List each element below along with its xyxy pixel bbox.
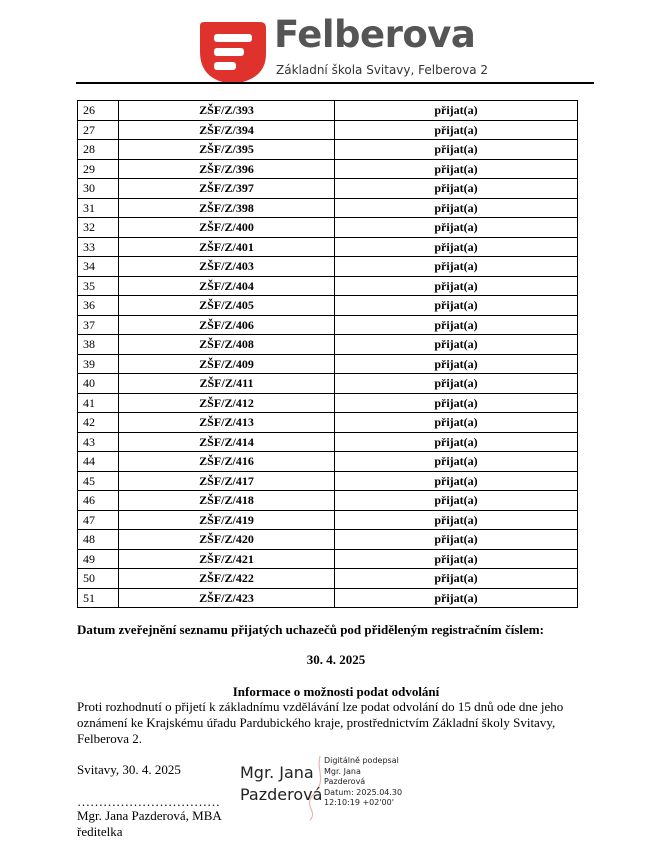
admission-status: přijat(a) — [335, 159, 578, 179]
appeal-line-2: oznámení ke Krajskému úřadu Pardubického kraje, prostřednictvím Základní školy Svitavy, — [77, 715, 556, 730]
row-number: 31 — [78, 198, 119, 218]
signer-role: ředitelka — [77, 824, 123, 839]
registration-code: ZŠF/Z/401 — [119, 237, 335, 257]
registration-code: ZŠF/Z/396 — [119, 159, 335, 179]
admission-status: přijat(a) — [335, 179, 578, 199]
registration-code: ZŠF/Z/404 — [119, 276, 335, 296]
table-row — [78, 140, 578, 160]
row-number: 51 — [78, 588, 119, 608]
table-row — [78, 296, 578, 316]
publication-date: 30. 4. 2025 — [306, 652, 366, 667]
registration-code: ZŠF/Z/420 — [119, 530, 335, 550]
registration-code: ZŠF/Z/403 — [119, 257, 335, 277]
admission-status: přijat(a) — [335, 491, 578, 511]
admission-status: přijat(a) — [335, 335, 578, 355]
row-number: 41 — [78, 393, 119, 413]
registration-code: ZŠF/Z/397 — [119, 179, 335, 199]
table-row — [78, 276, 578, 296]
admission-status: přijat(a) — [335, 218, 578, 238]
table-row — [78, 218, 578, 238]
digital-signature — [240, 752, 440, 822]
row-number: 36 — [78, 296, 119, 316]
admission-status: přijat(a) — [335, 140, 578, 160]
row-number: 43 — [78, 432, 119, 452]
admission-status: přijat(a) — [335, 257, 578, 277]
table-row — [78, 159, 578, 179]
admission-table — [77, 100, 578, 608]
registration-code: ZŠF/Z/421 — [119, 549, 335, 569]
signature-detail-2: Mgr. Jana — [324, 766, 361, 776]
row-number: 32 — [78, 218, 119, 238]
admission-status: přijat(a) — [335, 315, 578, 335]
admission-status: přijat(a) — [335, 296, 578, 316]
table-row — [78, 101, 578, 121]
admission-status: přijat(a) — [335, 413, 578, 433]
admission-status: přijat(a) — [335, 198, 578, 218]
admission-status: přijat(a) — [335, 452, 578, 472]
school-logo-icon — [196, 16, 268, 88]
table-row — [78, 120, 578, 140]
admission-status: přijat(a) — [335, 549, 578, 569]
registration-code: ZŠF/Z/393 — [119, 101, 335, 121]
table-row — [78, 491, 578, 511]
row-number: 37 — [78, 315, 119, 335]
registration-code: ZŠF/Z/409 — [119, 354, 335, 374]
table-row — [78, 237, 578, 257]
appeal-heading: Informace o možnosti podat odvolání — [232, 684, 440, 699]
table-row — [78, 569, 578, 589]
admission-status: přijat(a) — [335, 354, 578, 374]
row-number: 28 — [78, 140, 119, 160]
signature-name — [240, 762, 322, 806]
registration-code: ZŠF/Z/422 — [119, 569, 335, 589]
row-number: 34 — [78, 257, 119, 277]
row-number: 45 — [78, 471, 119, 491]
registration-code: ZŠF/Z/423 — [119, 588, 335, 608]
table-row — [78, 393, 578, 413]
admission-status: přijat(a) — [335, 588, 578, 608]
row-number: 42 — [78, 413, 119, 433]
document-header — [0, 0, 669, 86]
signature-name-line-1: Mgr. Jana — [240, 763, 314, 782]
appeal-line-3: Felberova 2. — [77, 731, 142, 746]
row-number: 48 — [78, 530, 119, 550]
registration-code: ZŠF/Z/395 — [119, 140, 335, 160]
table-row — [78, 588, 578, 608]
registration-code: ZŠF/Z/394 — [119, 120, 335, 140]
table-row — [78, 510, 578, 530]
table-row — [78, 530, 578, 550]
admission-status: přijat(a) — [335, 276, 578, 296]
registration-code: ZŠF/Z/414 — [119, 432, 335, 452]
publication-heading: Datum zveřejnění seznamu přijatých uchazečů pod přiděleným registračním číslem: — [77, 622, 544, 637]
table-row — [78, 354, 578, 374]
admission-status: přijat(a) — [335, 530, 578, 550]
row-number: 35 — [78, 276, 119, 296]
row-number: 50 — [78, 569, 119, 589]
admission-status: přijat(a) — [335, 120, 578, 140]
admission-status: přijat(a) — [335, 471, 578, 491]
row-number: 47 — [78, 510, 119, 530]
signature-name-line-2: Pazderová — [240, 785, 323, 804]
registration-code: ZŠF/Z/413 — [119, 413, 335, 433]
row-number: 40 — [78, 374, 119, 394]
table-row — [78, 413, 578, 433]
admission-status: přijat(a) — [335, 432, 578, 452]
row-number: 46 — [78, 491, 119, 511]
admission-table-body — [78, 101, 578, 608]
registration-code: ZŠF/Z/405 — [119, 296, 335, 316]
registration-code: ZŠF/Z/416 — [119, 452, 335, 472]
table-row — [78, 335, 578, 355]
header-divider — [76, 82, 594, 84]
row-number: 33 — [78, 237, 119, 257]
appeal-line-1: Proti rozhodnutí o přijetí k základnímu vzdělávání lze podat odvolání do 15 dnů ode dne jeho — [77, 699, 564, 714]
registration-code: ZŠF/Z/400 — [119, 218, 335, 238]
table-row — [78, 198, 578, 218]
table-row — [78, 179, 578, 199]
table-row — [78, 471, 578, 491]
row-number: 39 — [78, 354, 119, 374]
table-row — [78, 452, 578, 472]
registration-code: ZŠF/Z/406 — [119, 315, 335, 335]
registration-code: ZŠF/Z/408 — [119, 335, 335, 355]
registration-code: ZŠF/Z/411 — [119, 374, 335, 394]
admission-status: přijat(a) — [335, 374, 578, 394]
registration-code: ZŠF/Z/419 — [119, 510, 335, 530]
row-number: 49 — [78, 549, 119, 569]
registration-code: ZŠF/Z/398 — [119, 198, 335, 218]
table-row — [78, 432, 578, 452]
admission-status: přijat(a) — [335, 569, 578, 589]
admission-status: přijat(a) — [335, 510, 578, 530]
admission-status: přijat(a) — [335, 101, 578, 121]
signature-detail-3: Pazderová — [324, 777, 366, 786]
table-row — [78, 315, 578, 335]
row-number: 38 — [78, 335, 119, 355]
signature-dots: …………………………… — [77, 794, 220, 809]
signature-detail-5: 12:10:19 +02'00' — [324, 798, 394, 807]
admission-status: přijat(a) — [335, 237, 578, 257]
row-number: 26 — [78, 101, 119, 121]
registration-code: ZŠF/Z/418 — [119, 491, 335, 511]
admission-status: přijat(a) — [335, 393, 578, 413]
signer-name: Mgr. Jana Pazderová, MBA — [77, 808, 222, 823]
place-date: Svitavy, 30. 4. 2025 — [77, 762, 181, 777]
row-number: 44 — [78, 452, 119, 472]
brand-subtitle: Základní škola Svitavy, Felberova 2 — [276, 63, 489, 77]
brand-name: Felberova — [274, 13, 476, 56]
registration-code: ZŠF/Z/417 — [119, 471, 335, 491]
table-row — [78, 549, 578, 569]
table-row — [78, 257, 578, 277]
table-row — [78, 374, 578, 394]
signature-detail-4: Datum: 2025.04.30 — [324, 787, 403, 797]
row-number: 30 — [78, 179, 119, 199]
registration-code: ZŠF/Z/412 — [119, 393, 335, 413]
signature-details — [324, 756, 402, 809]
row-number: 29 — [78, 159, 119, 179]
row-number: 27 — [78, 120, 119, 140]
signature-detail-1: Digitálně podepsal — [324, 756, 399, 765]
